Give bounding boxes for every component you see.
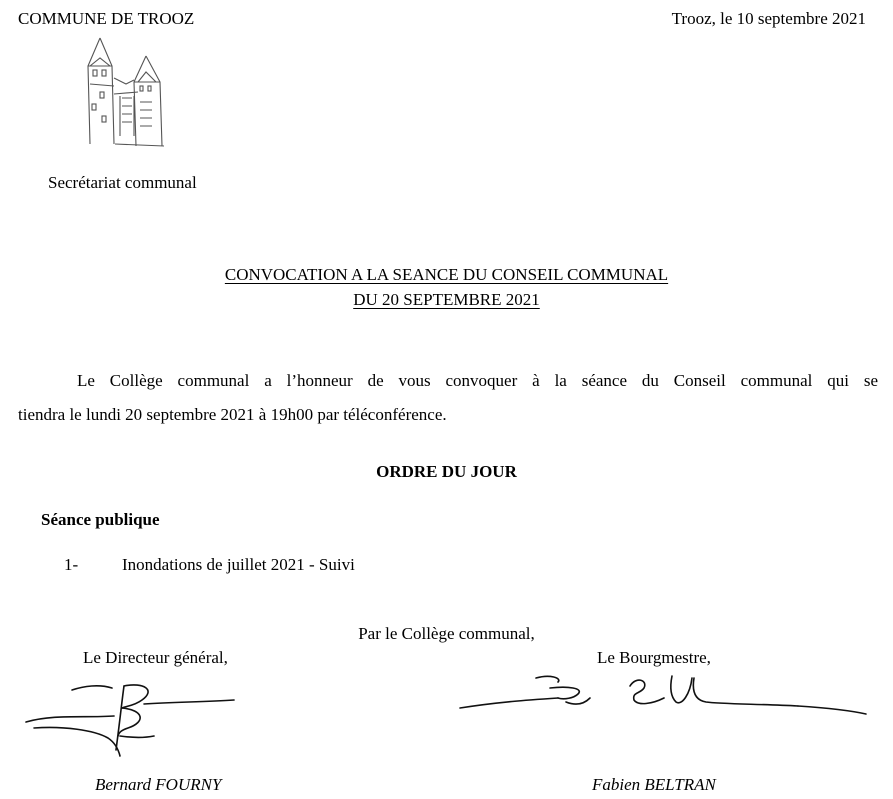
commune-name: COMMUNE DE TROOZ [18, 9, 195, 28]
agenda-item-text: Inondations de juillet 2021 - Suivi [122, 555, 355, 574]
place-date: Trooz, le 10 septembre 2021 [671, 9, 866, 28]
church-towers-logo-icon [82, 36, 172, 148]
agenda-section-title: Séance publique [41, 510, 160, 529]
left-signatory-role: Le Directeur général, [83, 648, 228, 667]
left-signatory-name: Bernard FOURNY [95, 775, 222, 794]
signature-by: Par le Collège communal, [358, 624, 535, 643]
left-signature-icon [24, 680, 244, 760]
right-signatory-name: Fabien BELTRAN [592, 775, 716, 794]
title-line-2: DU 20 SEPTEMBRE 2021 [353, 290, 540, 309]
body-line-1: Le Collège communal a l’honneur de vous convoquer à la séance du Conseil communal qui se [77, 371, 878, 390]
agenda-item-number: 1- [64, 555, 79, 574]
right-signatory-role: Le Bourgmestre, [597, 648, 711, 667]
agenda-heading: ORDRE DU JOUR [376, 462, 517, 481]
right-signature-icon [458, 668, 870, 720]
body-line-2: tiendra le lundi 20 septembre 2021 à 19h00 par téléconférence. [18, 405, 447, 424]
department-label: Secrétariat communal [48, 173, 197, 192]
title-line-1: CONVOCATION A LA SEANCE DU CONSEIL COMMUNAL [224, 265, 669, 284]
